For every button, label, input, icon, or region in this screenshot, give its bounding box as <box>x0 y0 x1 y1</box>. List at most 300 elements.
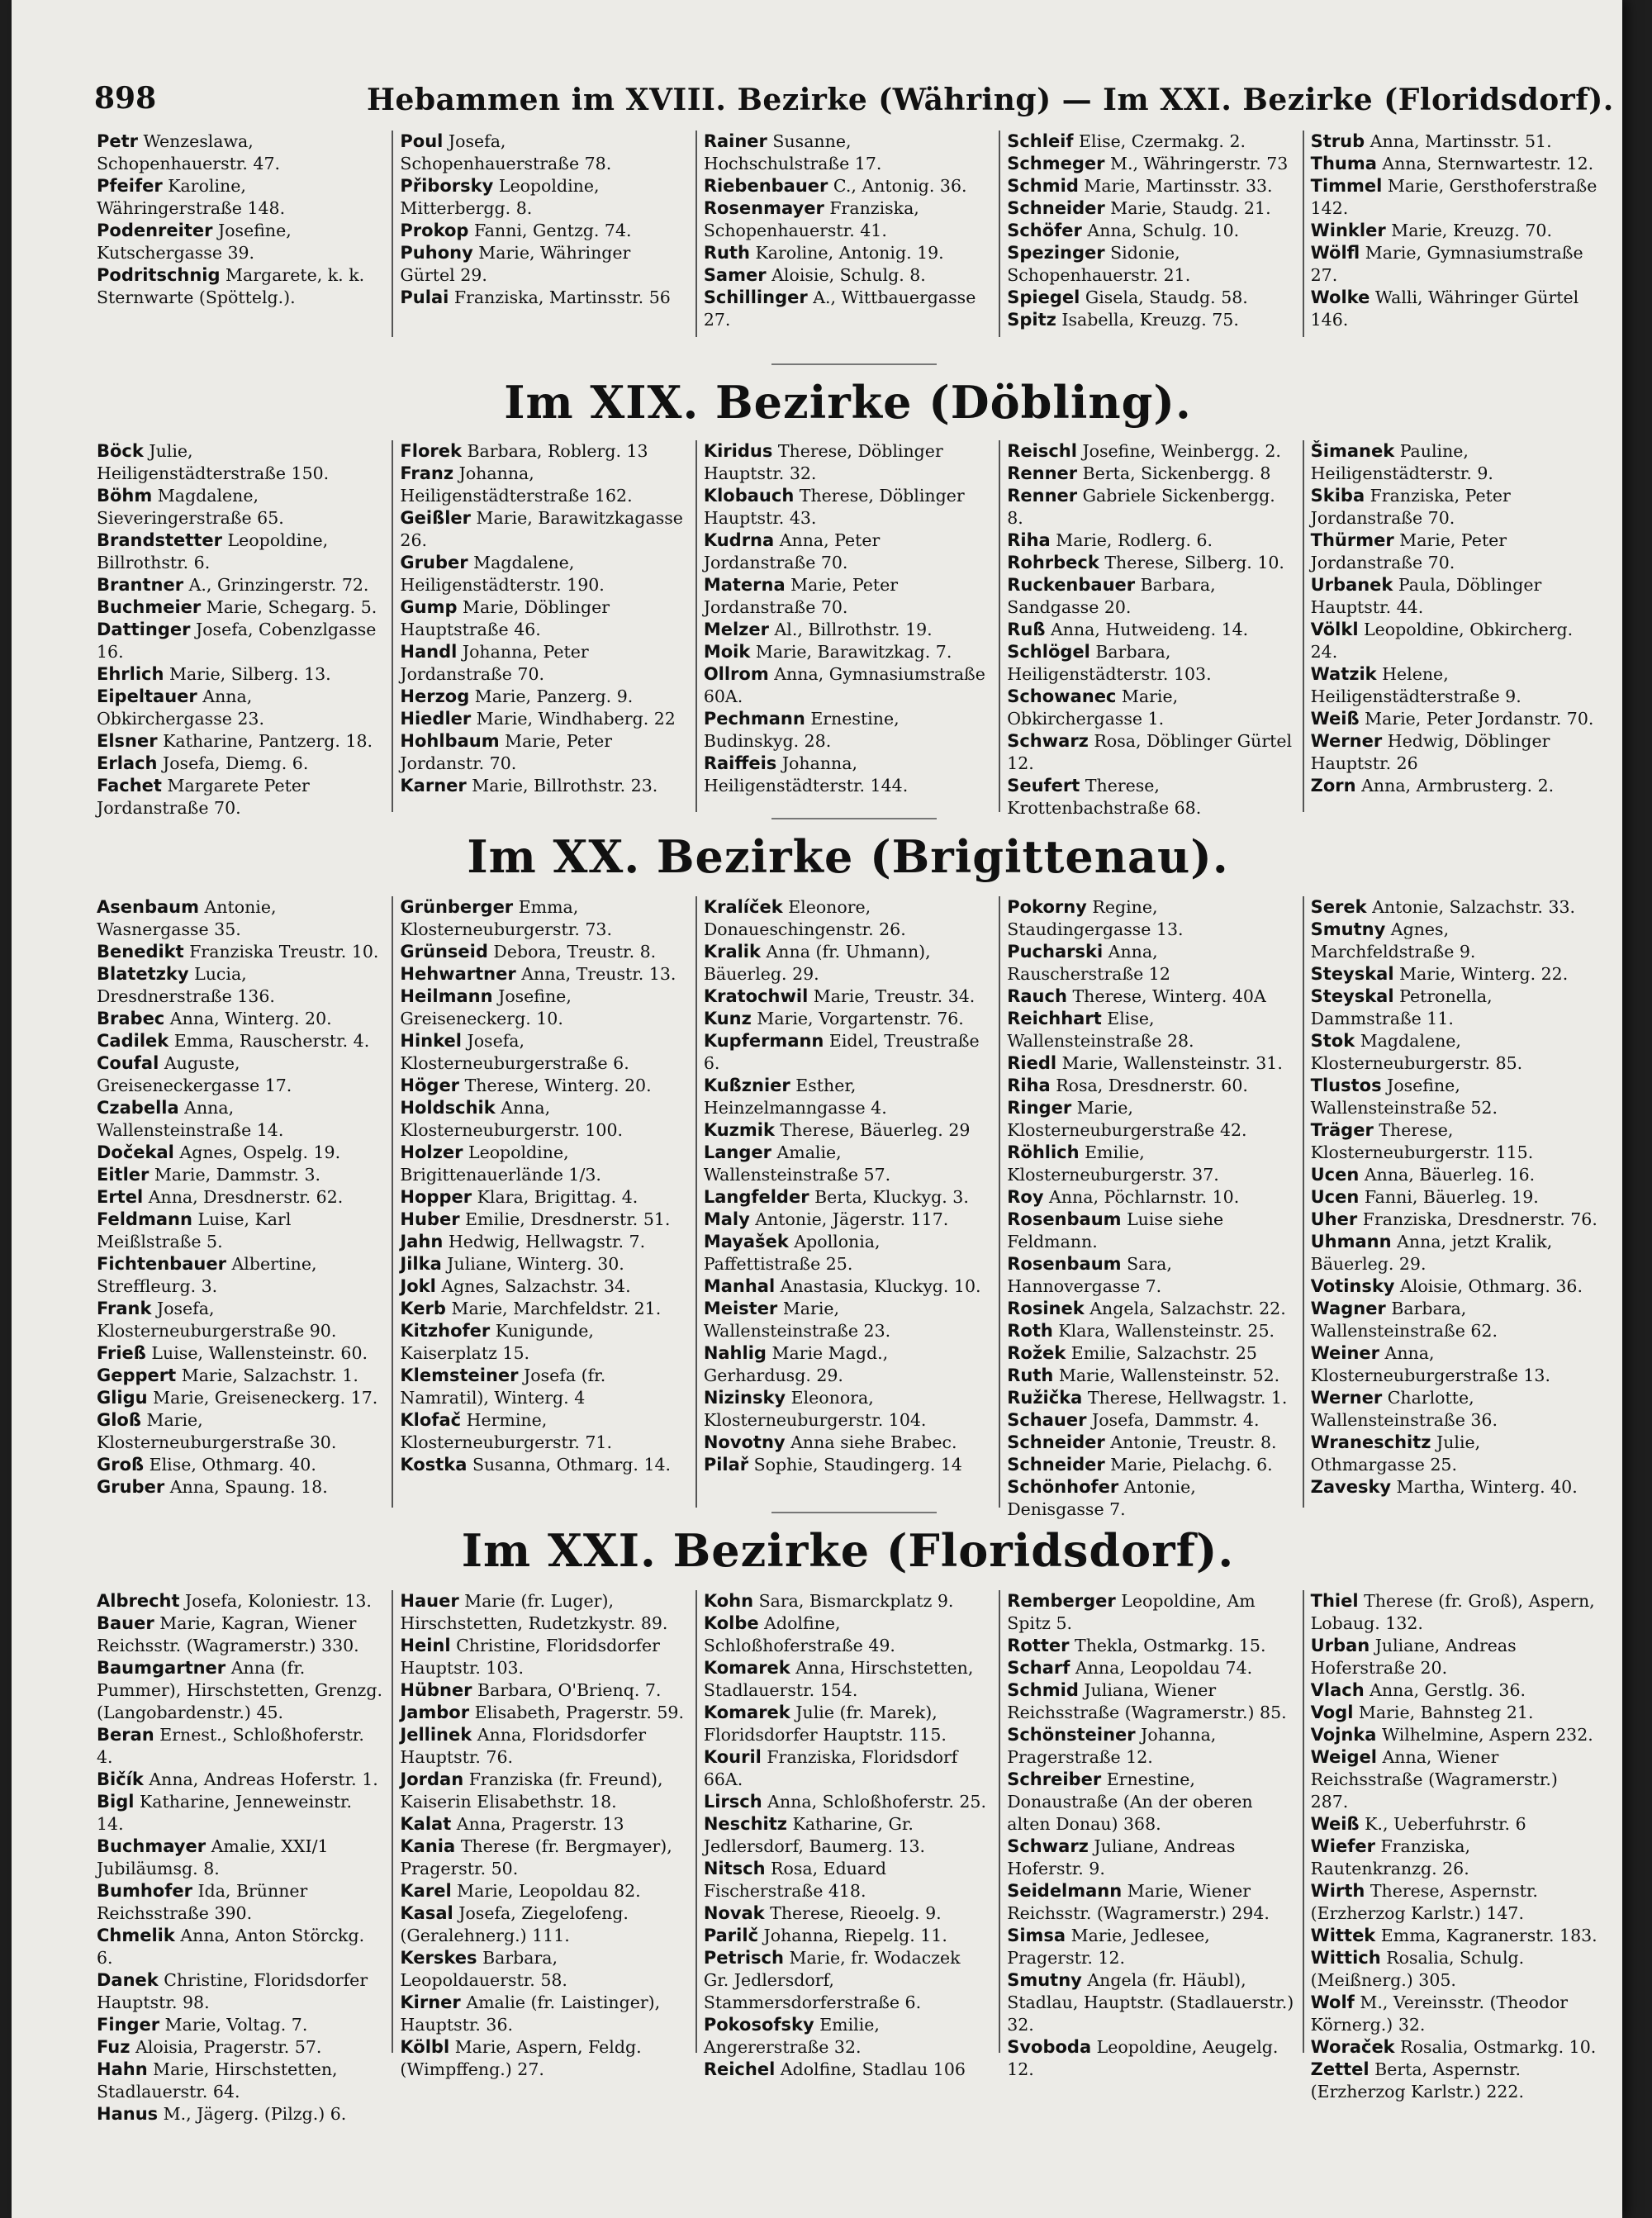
entry-details: Esther, Heinzelmanngasse 4. <box>703 1076 887 1118</box>
entry-details: Magdalene, Klosterneuburgerstr. 85. <box>1310 1031 1523 1073</box>
entry-details: Marie, Salzachstr. 1. <box>176 1365 358 1385</box>
entry-details: Therese, Klosterneuburgerstr. 115. <box>1310 1120 1534 1162</box>
directory-entry <box>1311 530 1597 574</box>
directory-entry <box>704 1387 990 1432</box>
entry-surname: Rauch <box>1007 986 1067 1006</box>
entry-surname: Jellinek <box>400 1725 472 1745</box>
entry-surname: Kirner <box>400 1992 461 2012</box>
entry-details: A., Wittbauergasse 27. <box>703 287 976 330</box>
section-xx <box>90 830 1606 1519</box>
entry-surname: Grünseid <box>400 942 488 962</box>
directory-entry <box>1311 2036 1597 2059</box>
directory-entry <box>1311 2059 1597 2103</box>
directory-entry <box>400 1590 686 1635</box>
directory-entry <box>704 1902 990 1925</box>
entry-details: Anna, Obkirchergasse 23. <box>97 686 264 729</box>
entry-details: Aloisie, Othmarg. 36. <box>1394 1276 1583 1296</box>
entry-details: Marie, Dammstr. 3. <box>149 1165 321 1185</box>
entry-details: Marie, Währinger Gürtel 29. <box>400 243 631 285</box>
entry-details: Elise, Czermakg. 2. <box>1073 131 1246 151</box>
directory-entry <box>97 1454 383 1476</box>
directory-entry <box>704 986 990 1008</box>
directory-page <box>12 0 1622 2218</box>
entry-surname: Riedl <box>1007 1053 1057 1073</box>
entry-details: Anna, Andreas Hoferstr. 1. <box>143 1769 378 1789</box>
entry-details: Emma, Kagranerstr. 183. <box>1375 1926 1597 1945</box>
entry-details: Marie, Kreuzg. 70. <box>1385 221 1552 240</box>
directory-entry <box>400 1902 686 1947</box>
entry-surname: Schowanec <box>1007 686 1117 706</box>
entry-details: Kunigunde, Kaiserplatz 15. <box>400 1321 594 1363</box>
entry-details: Susanna, Othmarg. 14. <box>467 1455 672 1475</box>
entry-details: Marie, Wallensteinstr. 52. <box>1053 1365 1280 1385</box>
directory-entry <box>97 663 383 686</box>
entry-details: Berta, Aspernstr. (Erzherzog Karlstr.) 222. <box>1310 2059 1524 2102</box>
directory-entry <box>704 1298 990 1342</box>
directory-entry <box>1311 1702 1597 1724</box>
entry-details: Anna (fr. Uhmann), Bäuerleg. 29. <box>703 942 931 984</box>
entry-surname: Elsner <box>97 731 158 751</box>
directory-entry <box>1311 153 1597 175</box>
entry-surname: Serek <box>1310 897 1367 917</box>
entry-details: Angela, Salzachstr. 22. <box>1084 1299 1286 1318</box>
entry-surname: Gligu <box>97 1388 148 1408</box>
entry-surname: Novotny <box>703 1432 786 1452</box>
entry-details: Amalie, Wallensteinstraße 57. <box>703 1142 891 1185</box>
entry-details: Marie, Barawitzkagasse 26. <box>400 508 683 550</box>
directory-entry <box>1311 220 1597 242</box>
entry-surname: Rosinek <box>1007 1299 1085 1318</box>
entry-details: Lucia, Dresdnerstraße 136. <box>97 964 275 1006</box>
entry-details: Marie, Kagran, Wiener Reichsstr. (Wagramerstr.) 330. <box>97 1613 359 1655</box>
entry-surname: Rosenmayer <box>703 198 824 218</box>
entry-details: Berta, Sickenbergg. 8 <box>1077 463 1271 483</box>
directory-entry <box>1007 641 1294 686</box>
entry-details: Therese, Bäuerleg. 29 <box>774 1120 971 1140</box>
entry-surname: Novak <box>703 1903 765 1923</box>
entry-surname: Fuz <box>97 2037 131 2057</box>
entry-details: Agnes, Salzachstr. 34. <box>435 1276 631 1296</box>
entry-surname: Manhal <box>703 1276 776 1296</box>
directory-entry <box>400 1142 686 1186</box>
entry-surname: Dattinger <box>97 620 191 639</box>
directory-entry <box>97 596 383 619</box>
entry-surname: Bumhofer <box>97 1881 192 1901</box>
column-3 <box>697 131 1000 337</box>
directory-entry <box>400 1320 686 1365</box>
entry-surname: Pfeifer <box>97 176 163 196</box>
section-columns <box>90 1590 1606 2124</box>
entry-surname: Ruckenbauer <box>1007 575 1136 595</box>
entry-details: Margarete, k. k. Sternwarte (Spöttelg.). <box>97 265 365 307</box>
directory-entry <box>1311 1590 1597 1635</box>
entry-surname: Wölfl <box>1310 243 1360 263</box>
directory-entry <box>704 1925 990 1947</box>
entry-details: Marie, Windhaberg. 22 <box>471 709 676 729</box>
entry-details: Emilie, Angererstraße 32. <box>703 2015 880 2057</box>
section-title: Im XX. Bezirke (Brigittenau). <box>467 830 1229 883</box>
directory-entry <box>1007 1097 1294 1142</box>
directory-entry <box>97 1186 383 1209</box>
directory-entry <box>1311 1432 1597 1476</box>
entry-surname: Heinl <box>400 1636 451 1655</box>
directory-entry <box>704 663 990 708</box>
entry-surname: Pucharski <box>1007 942 1104 962</box>
entry-surname: Renner <box>1007 463 1078 483</box>
directory-entry <box>400 1365 686 1409</box>
entry-details: Juliane, Winterg. 30. <box>441 1254 624 1274</box>
entry-details: Al., Billrothstr. 19. <box>768 620 933 639</box>
entry-surname: Spezinger <box>1007 243 1105 263</box>
entry-details: Marie, Winterg. 22. <box>1393 964 1569 984</box>
entry-surname: Klobauch <box>703 486 795 506</box>
entry-details: Marie (fr. Luger), Hirschstetten, Rudetzkystr. 89. <box>400 1591 668 1633</box>
entry-surname: Wirth <box>1310 1881 1365 1901</box>
directory-entry <box>400 1880 686 1902</box>
directory-entry <box>1311 1992 1597 2036</box>
entry-surname: Wittek <box>1310 1926 1376 1945</box>
directory-entry <box>1311 1724 1597 1746</box>
column-2 <box>393 896 696 1508</box>
entry-surname: Gruber <box>97 1477 165 1497</box>
entry-details: Marie, Klosterneuburgerstraße 30. <box>97 1410 337 1452</box>
directory-entry <box>1007 1969 1294 2036</box>
entry-surname: Steyskal <box>1310 986 1394 1006</box>
entry-details: Josefa, Schopenhauerstraße 78. <box>400 131 612 173</box>
entry-surname: Frieß <box>97 1343 146 1363</box>
directory-entry <box>1007 1186 1294 1209</box>
directory-entry <box>1311 1679 1597 1702</box>
directory-entry <box>1007 1320 1294 1342</box>
entry-surname: Holdschik <box>400 1098 496 1118</box>
entry-surname: Asenbaum <box>97 897 199 917</box>
entry-surname: Renner <box>1007 486 1078 506</box>
entry-details: Anna, Klosterneuburgerstraße 13. <box>1310 1343 1550 1385</box>
entry-surname: Rosenbaum <box>1007 1254 1122 1274</box>
entry-surname: Fichtenbauer <box>97 1254 226 1274</box>
directory-entry <box>97 941 383 963</box>
entry-details: Juliane, Andreas Hoferstr. 9. <box>1007 1836 1236 1878</box>
entry-details: Franziska, Peter Jordanstraße 70. <box>1310 486 1511 528</box>
entry-surname: Kasal <box>400 1903 453 1923</box>
directory-entry <box>1311 663 1597 708</box>
entry-surname: Geppert <box>97 1365 177 1385</box>
directory-entry <box>97 1298 383 1342</box>
directory-entry <box>1311 1746 1597 1813</box>
directory-entry <box>1007 730 1294 775</box>
entry-details: Paula, Döblinger Hauptstr. 44. <box>1310 575 1542 617</box>
entry-details: Franziska, Floridsdorf 66A. <box>703 1747 958 1789</box>
entry-details: Apollonia, Paffettistraße 25. <box>703 1232 881 1274</box>
entry-details: Josefa (fr. Namratil), Winterg. 4 <box>400 1365 606 1408</box>
directory-entry <box>1311 1947 1597 1992</box>
directory-entry <box>1007 485 1294 530</box>
directory-entry <box>1311 1387 1597 1432</box>
entry-details: M., Vereinsstr. (Theodor Körnerg.) 32. <box>1310 1992 1569 2035</box>
entry-surname: Hübner <box>400 1680 472 1700</box>
directory-entry <box>1007 896 1294 941</box>
entry-details: Marie, Silberg. 13. <box>164 664 331 684</box>
entry-surname: Weiß <box>1310 1814 1360 1834</box>
directory-entry <box>704 1813 990 1858</box>
directory-entry <box>1311 730 1597 775</box>
entry-details: Julie, Othmargasse 25. <box>1310 1432 1481 1475</box>
entry-details: Aloisia, Pragerstr. 57. <box>130 2037 322 2057</box>
column-5 <box>1304 440 1606 812</box>
entry-surname: Rohrbeck <box>1007 553 1099 572</box>
column-1 <box>90 1590 393 2124</box>
entry-surname: Gloß <box>97 1410 141 1430</box>
entry-details: K., Ueberfuhrstr. 6 <box>1359 1814 1526 1834</box>
entry-surname: Schlögel <box>1007 642 1090 662</box>
directory-entry <box>1311 1476 1597 1498</box>
entry-surname: Vlach <box>1310 1680 1365 1700</box>
entry-details: Leopoldine, Billrothstr. 6. <box>97 530 329 572</box>
directory-entry <box>1007 1342 1294 1365</box>
entry-surname: Watzik <box>1310 664 1377 684</box>
entry-details: Susanne, Hochschulstraße 17. <box>703 131 882 173</box>
directory-entry <box>1311 1342 1597 1387</box>
entry-surname: Ucen <box>1310 1187 1360 1207</box>
directory-entry <box>1007 220 1294 242</box>
entry-surname: Přiborsky <box>400 176 494 196</box>
entry-details: Anna siehe Brabec. <box>785 1432 957 1452</box>
entry-surname: Prokop <box>400 221 469 240</box>
entry-details: Pauline, Heiligenstädterstr. 9. <box>1310 441 1493 483</box>
entry-details: Luise siehe Feldmann. <box>1007 1209 1224 1251</box>
entry-details: Angela (fr. Häubl), Stadlau, Hauptstr. (Stadlauerstr.) 32. <box>1007 1970 1294 2035</box>
entry-surname: Materna <box>703 575 786 595</box>
directory-entry <box>97 220 383 264</box>
entry-surname: Schmeger <box>1007 154 1105 173</box>
entry-details: M., Jägerg. (Pilzg.) 6. <box>158 2104 347 2124</box>
directory-entry <box>400 1253 686 1275</box>
directory-entry <box>704 1657 990 1702</box>
entry-details: Regine, Staudingergasse 13. <box>1007 897 1184 939</box>
entry-details: Emilie, Salzachstr. 25 <box>1066 1343 1257 1363</box>
entry-surname: Winkler <box>1310 221 1386 240</box>
entry-surname: Moik <box>703 642 751 662</box>
directory-entry <box>1007 1836 1294 1880</box>
directory-entry <box>400 1097 686 1142</box>
entry-surname: Pulai <box>400 287 449 307</box>
entry-surname: Bigl <box>97 1792 135 1812</box>
entry-surname: Meister <box>703 1299 778 1318</box>
entry-surname: Weiß <box>1310 709 1360 729</box>
column-5 <box>1304 131 1606 337</box>
directory-entry <box>1007 175 1294 197</box>
entry-surname: Ucen <box>1310 1165 1360 1185</box>
entry-details: Anna (fr. Pummer), Hirschstetten, Grenzg. (Langobardenstr.) 45. <box>97 1658 382 1722</box>
entry-details: Aloisie, Schulg. 8. <box>766 265 926 285</box>
entry-details: Eidel, Treustraße 6. <box>703 1031 980 1073</box>
entry-surname: Schleif <box>1007 131 1074 151</box>
directory-entry <box>400 175 686 220</box>
directory-entry <box>704 264 990 287</box>
entry-details: Franziska (fr. Freund), Kaiserin Elisabethstr. 18. <box>400 1769 663 1812</box>
entry-details: Marie, Aspern, Feldg. (Wimpffeng.) 27. <box>400 2037 642 2079</box>
entry-surname: Albrecht <box>97 1591 180 1611</box>
entry-surname: Mayašek <box>703 1232 789 1251</box>
entry-details: Anna, Hutweideng. 14. <box>1045 620 1249 639</box>
entry-surname: Blatetzky <box>97 964 189 984</box>
entry-surname: Finger <box>97 2015 160 2035</box>
directory-entry <box>400 1030 686 1075</box>
entry-surname: Schmid <box>1007 1680 1079 1700</box>
entry-details: Ernest., Schloßhoferstr. 4. <box>97 1725 364 1767</box>
entry-surname: Hahn <box>97 2059 148 2079</box>
entry-details: Anna, Klosterneuburgerstr. 100. <box>400 1098 624 1140</box>
directory-entry <box>400 1992 686 2036</box>
directory-entry <box>97 730 383 753</box>
entry-details: Marie Magd., Gerhardusg. 29. <box>703 1343 889 1385</box>
entry-surname: Schneider <box>1007 1432 1105 1452</box>
entry-surname: Ertel <box>97 1187 144 1207</box>
entry-surname: Hiedler <box>400 709 472 729</box>
entry-details: Johanna, Heiligenstädterstr. 144. <box>703 753 909 796</box>
entry-surname: Schauer <box>1007 1410 1087 1430</box>
entry-surname: Cadilek <box>97 1031 169 1051</box>
section-columns <box>90 896 1606 1519</box>
section-xviii <box>90 131 1606 337</box>
entry-details: Marie, Greiseneckerg. 17. <box>147 1388 378 1408</box>
directory-entry <box>1007 1432 1294 1454</box>
directory-entry <box>704 1947 990 2014</box>
entry-surname: Kuzmik <box>703 1120 775 1140</box>
directory-entry <box>704 175 990 197</box>
directory-entry <box>1007 153 1294 175</box>
entry-surname: Schönhofer <box>1007 1477 1119 1497</box>
directory-entry <box>97 1836 383 1880</box>
entry-details: Julie (fr. Marek), Floridsdorfer Hauptstr. 115. <box>703 1703 947 1745</box>
directory-entry <box>704 641 990 663</box>
directory-entry <box>1311 1030 1597 1075</box>
entry-details: Emma, Klosterneuburgerstr. 73. <box>400 897 612 939</box>
directory-entry <box>97 1365 383 1387</box>
divider <box>771 363 937 365</box>
entry-surname: Uher <box>1310 1209 1358 1229</box>
entry-surname: Kohn <box>703 1591 754 1611</box>
directory-entry <box>1311 440 1597 485</box>
entry-details: Martha, Winterg. 40. <box>1391 1477 1578 1497</box>
directory-entry <box>97 1142 383 1164</box>
entry-details: Marie, Voltag. 7. <box>159 2015 308 2035</box>
entry-details: Marie, Gymnasiumstraße 27. <box>1310 243 1583 285</box>
entry-details: Josefine, Greiseneckerg. 10. <box>400 986 572 1028</box>
entry-details: Marie, fr. Wodaczek Gr. Jedlersdorf, Stammersdorferstraße 6. <box>703 1948 961 2012</box>
entry-surname: Puhony <box>400 243 473 263</box>
entry-details: Marie, Obkirchergasse 1. <box>1007 686 1179 729</box>
directory-entry <box>97 440 383 485</box>
directory-entry <box>1311 775 1597 797</box>
directory-entry <box>97 2059 383 2103</box>
directory-entry <box>704 753 990 797</box>
directory-entry <box>1311 708 1597 730</box>
directory-entry <box>400 1275 686 1298</box>
entry-details: Franziska, Rautenkranzg. 26. <box>1310 1836 1470 1878</box>
directory-entry <box>704 1342 990 1387</box>
entry-details: Barbara, Wallensteinstraße 62. <box>1310 1299 1498 1341</box>
entry-surname: Kudrna <box>703 530 775 550</box>
directory-entry <box>1311 574 1597 619</box>
entry-details: Marie, Wallensteinstr. 31. <box>1056 1053 1283 1073</box>
section-columns <box>90 440 1606 818</box>
entry-details: Johanna, Peter Jordanstraße 70. <box>400 642 589 684</box>
column-2 <box>393 131 696 337</box>
entry-surname: Komarek <box>703 1658 790 1678</box>
directory-entry <box>1311 1813 1597 1836</box>
entry-surname: Brantner <box>97 575 184 595</box>
entry-surname: Langer <box>703 1142 771 1162</box>
entry-surname: Zettel <box>1310 2059 1370 2079</box>
directory-entry <box>97 1476 383 1498</box>
entry-surname: Weigel <box>1310 1747 1377 1767</box>
directory-entry <box>704 287 990 331</box>
entry-details: Leopoldine, Am Spitz 5. <box>1007 1591 1256 1633</box>
entry-surname: Kratochwil <box>703 986 809 1006</box>
entry-details: Luise, Karl Meißlstraße 5. <box>97 1209 292 1251</box>
page-number: 898 <box>94 81 157 116</box>
entry-surname: Danek <box>97 1970 159 1990</box>
directory-entry <box>97 753 383 775</box>
directory-entry <box>97 1387 383 1409</box>
directory-entry <box>704 2059 990 2081</box>
entry-details: Anna, Sternwartestr. 12. <box>1376 154 1594 173</box>
entry-details: Anna, Anton Störckg. 6. <box>97 1926 365 1968</box>
entry-details: Anna, Wiener Reichsstraße (Wagramerstr.) 287. <box>1310 1747 1558 1812</box>
entry-details: Berta, Kluckyg. 3. <box>809 1187 969 1207</box>
entry-surname: Kunz <box>703 1009 752 1028</box>
entry-surname: Schöfer <box>1007 221 1082 240</box>
directory-entry <box>97 1253 383 1298</box>
entry-details: Christine, Floridsdorfer Hauptstr. 103. <box>400 1636 660 1678</box>
entry-surname: Stok <box>1310 1031 1355 1051</box>
entry-details: Josefa, Klosterneuburgerstraße 90. <box>97 1299 337 1341</box>
entry-details: Walli, Währinger Gürtel 146. <box>1310 287 1579 330</box>
entry-surname: Jahn <box>400 1232 444 1251</box>
directory-entry <box>1007 775 1294 819</box>
entry-details: Johanna, Riepelg. 11. <box>758 1926 947 1945</box>
entry-details: Anna, Gymnasiumstraße 60A. <box>703 664 985 706</box>
entry-details: Therese, Winterg. 20. <box>459 1076 652 1095</box>
directory-entry <box>97 1612 383 1657</box>
directory-entry <box>400 730 686 775</box>
entry-details: Rosalia, Schulg. (Meißnerg.) 305. <box>1310 1948 1525 1990</box>
entry-surname: Schmid <box>1007 176 1079 196</box>
directory-entry <box>1007 309 1294 331</box>
entry-surname: Rosenbaum <box>1007 1209 1122 1229</box>
entry-surname: Völkl <box>1310 620 1359 639</box>
entry-surname: Rožek <box>1007 1343 1066 1363</box>
entry-surname: Wiefer <box>1310 1836 1375 1856</box>
directory-entry <box>97 1590 383 1612</box>
entry-surname: Kiridus <box>703 441 773 461</box>
entry-details: Anna, Dresdnerstr. 62. <box>143 1187 344 1207</box>
directory-entry <box>704 1231 990 1275</box>
directory-entry <box>97 686 383 730</box>
directory-entry <box>400 1947 686 1992</box>
directory-entry <box>400 552 686 596</box>
directory-entry <box>1007 574 1294 619</box>
directory-entry <box>704 941 990 986</box>
column-3 <box>697 896 1000 1508</box>
directory-entry <box>1311 919 1597 963</box>
entry-details: Wilhelmine, Aspern 232. <box>1376 1725 1593 1745</box>
entry-details: Magdalene, Sieveringerstraße 65. <box>97 486 284 528</box>
entry-details: Josefine, Weinbergg. 2. <box>1076 441 1281 461</box>
entry-surname: Holzer <box>400 1142 463 1162</box>
entry-surname: Vogl <box>1310 1703 1354 1722</box>
